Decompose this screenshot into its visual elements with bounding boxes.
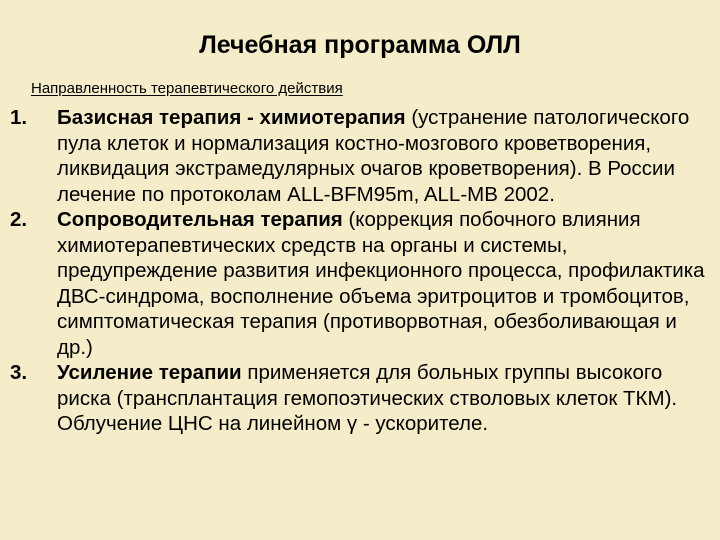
list-item-number: 2. [10, 208, 28, 231]
therapy-list [10, 105, 710, 437]
list-item-heading: Сопроводительная терапия [57, 208, 343, 231]
list-item-heading: Усиление терапии [57, 361, 242, 384]
slide-title: Лечебная программа ОЛЛ [199, 31, 521, 59]
slide-subtitle: Направленность терапевтического действия [31, 80, 343, 97]
list-item-number: 3. [10, 361, 28, 384]
list-item-text: применяется для больных группы высокого риска (трансплантация гемопоэтических стволовых клеток ТКМ). Облучение ЦНС на линейном γ - ускорителе. [57, 361, 678, 435]
list-item-supportive-therapy [10, 207, 710, 360]
list-item-basic-therapy [10, 105, 710, 207]
list-item-text: (коррекция побочного влияния химиотерапевтических средств на органы и системы, предупреждение развития инфекционного процесса, профилактика ДВС-синдрома, восполнение объема эритроцитов и тромбоцитов, симптоматическая терапия (противорвотная, обезболивающая и др.) [57, 208, 705, 359]
list-item-heading: Базисная терапия - химиотерапия [57, 106, 406, 129]
list-item-intensification-therapy [10, 360, 710, 437]
list-item-text: (устранение патологического пула клеток и нормализация костно-мозгового кроветворения, ликвидация экстрамедулярных очагов кроветворения). В России лечение по протоколам ALL-BFM95m, ALL-MB 2002. [57, 106, 690, 206]
list-item-number: 1. [10, 106, 28, 129]
